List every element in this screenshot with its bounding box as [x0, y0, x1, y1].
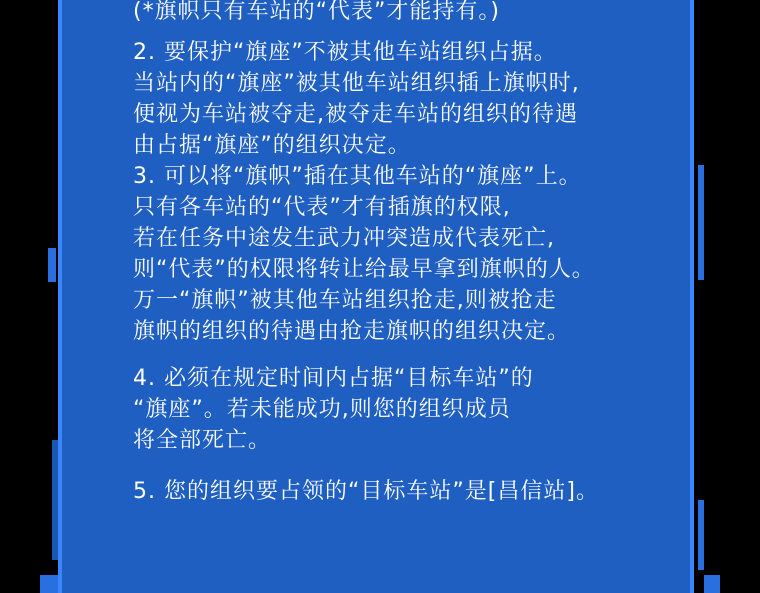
rule-4-title: 4. 必须在规定时间内占据“目标车站”的	[133, 366, 534, 391]
rule-3-text: 万一“旗帜”被其他车站组织抢走,则被抢走	[133, 288, 557, 313]
rule-3-text: 若在任务中途发生武力冲突造成代表死亡,	[133, 226, 555, 251]
rule-3-title: 3. 可以将“旗帜”插在其他车站的“旗座”上。	[133, 164, 582, 189]
rules-text	[133, 0, 693, 507]
rule-2-text: 由占据“旗座”的组织决定。	[133, 133, 411, 158]
rule-2-text: 当站内的“旗座”被其他车站组织插上旗帜时,	[133, 71, 580, 96]
rule-4-text: 将全部死亡。	[133, 428, 272, 453]
frame-decoration	[698, 500, 704, 570]
rule-2-text: 便视为车站被夺走,被夺走车站的组织的待遇	[133, 102, 578, 127]
rule-2-title: 2. 要保护“旗座”不被其他车站组织占据。	[133, 40, 557, 65]
frame-decoration	[40, 575, 58, 593]
rule-3-text: 则“代表”的权限将转让给最早拿到旗帜的人。	[133, 257, 595, 282]
rule-3-text: 旗帜的组织的待遇由抢走旗帜的组织决定。	[133, 319, 571, 344]
frame-decoration	[698, 165, 704, 280]
rule-3-text: 只有各车站的“代表”才有插旗的权限,	[133, 195, 511, 220]
rule-note: (*旗帜只有车站的“代表”才能持有。)	[133, 0, 500, 24]
frame-decoration	[52, 440, 58, 560]
rule-4-text: “旗座”。若未能成功,则您的组织成员	[133, 397, 511, 422]
rule-5-title: 5. 您的组织要占领的“目标车站”是[昌信站]。	[133, 479, 599, 504]
frame-decoration	[704, 575, 720, 593]
frame-decoration	[48, 248, 56, 282]
